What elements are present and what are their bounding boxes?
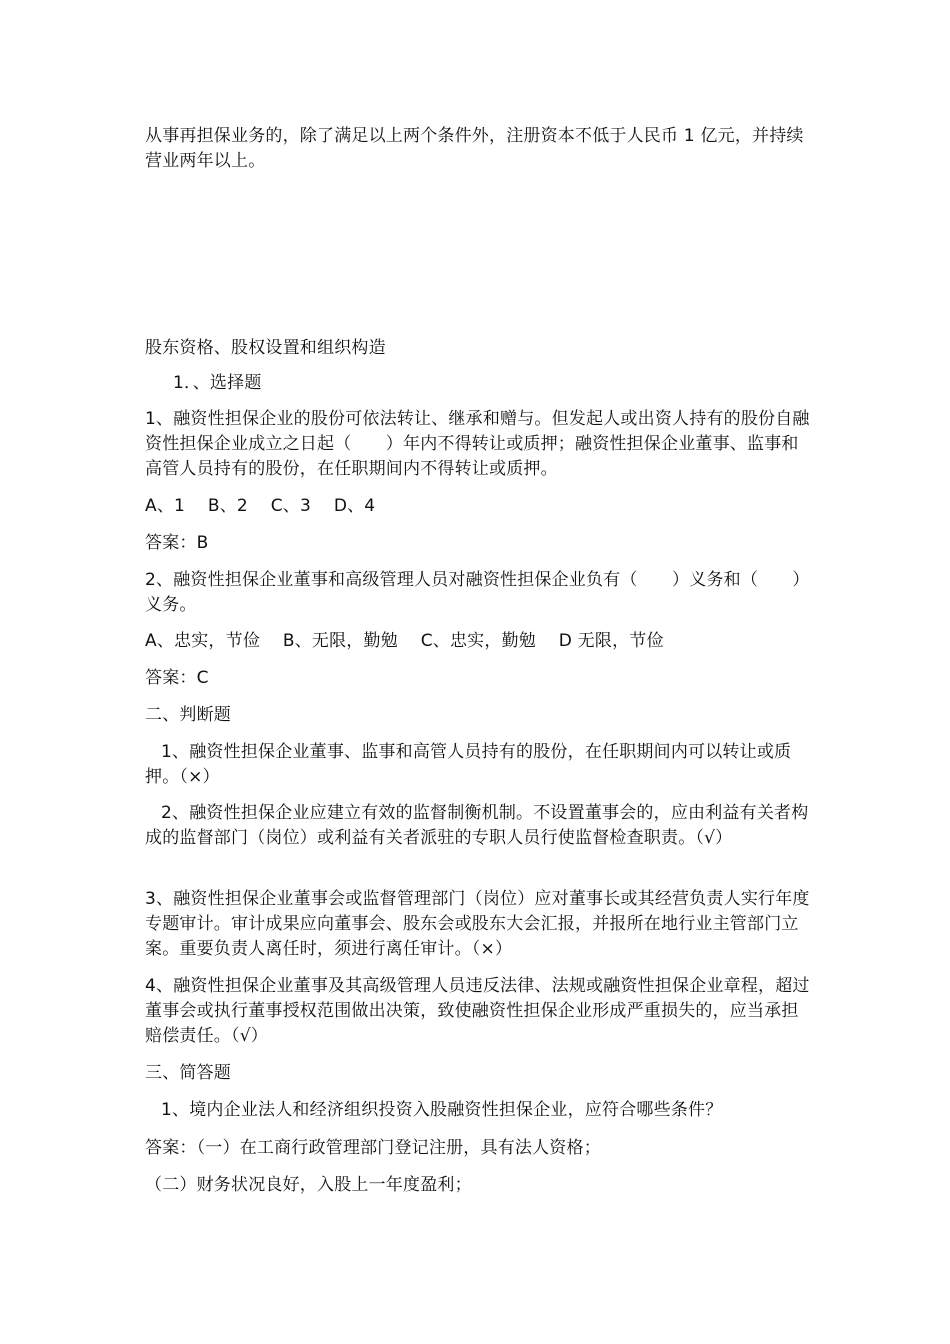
question-2-answer: 答案：C <box>145 668 209 688</box>
question-1-answer: 答案：B <box>145 533 209 553</box>
part2-heading: 二、判断题 <box>145 705 231 725</box>
question-1: 1、融资性担保企业的股份可依法转让、继承和赠与。但发起人或出资人持有的股份自融资性担保企业成立之日起（ ）年内不得转让或质押；融资性担保企业董事、监事和高管人员持有的股份，在任职期间内不得转让或质押。 <box>145 409 810 479</box>
part1-heading: 1．、选择题 <box>173 373 262 393</box>
short-answer-1-answer-line-2: （二）财务状况良好，入股上一年度盈利； <box>145 1175 472 1195</box>
question-2-options: A、忠实，节俭 B、无限，勤勉 C、忠实，勤勉 D 无限，节俭 <box>145 631 664 651</box>
intro-paragraph: 从事再担保业务的，除了满足以上两个条件外，注册资本不低于人民币 1 亿元，并持续营业两年以上。 <box>145 126 804 171</box>
part3-heading: 三、简答题 <box>145 1063 231 1083</box>
judgement-3: 3、融资性担保企业董事会或监督管理部门（岗位）应对董事长或其经营负责人实行年度专题审计。审计成果应向董事会、股东会或股东大会汇报，并报所在地行业主管部门立案。重要负责人离任时，须进行离任审计。（×） <box>145 889 810 959</box>
judgement-2: 2、融资性担保企业应建立有效的监督制衡机制。不设置董事会的，应由利益有关者构成的监督部门（岗位）或利益有关者派驻的专职人员行使监督检查职责。（√） <box>145 803 809 848</box>
short-answer-1-question: 1、境内企业法人和经济组织投资入股融资性担保企业，应符合哪些条件？ <box>161 1100 723 1120</box>
judgement-1: 1、融资性担保企业董事、监事和高管人员持有的股份，在任职期间内可以转让或质押。（×） <box>145 742 792 787</box>
judgement-4: 4、融资性担保企业董事及其高级管理人员违反法律、法规或融资性担保企业章程，超过董事会或执行董事授权范围做出决策，致使融资性担保企业形成严重损失的，应当承担赔偿责任。（√） <box>145 976 810 1046</box>
section-title: 股东资格、股权设置和组织构造 <box>145 338 386 358</box>
question-1-options: A、1 B、2 C、3 D、4 <box>145 496 376 516</box>
question-2: 2、融资性担保企业董事和高级管理人员对融资性担保企业负有（ ）义务和（ ）义务。 <box>145 570 810 615</box>
short-answer-1-answer-line-1: 答案：（一）在工商行政管理部门登记注册，具有法人资格； <box>145 1138 601 1158</box>
